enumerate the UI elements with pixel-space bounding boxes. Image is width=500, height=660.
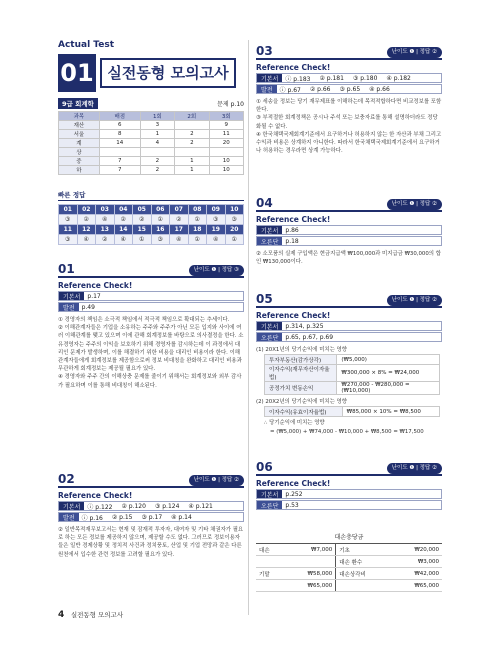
reference-row: 기본서 p.17 — [58, 291, 244, 301]
question-number: 05 — [256, 292, 273, 306]
page-number: 4 — [58, 610, 65, 620]
question-03 — [256, 44, 442, 155]
col-header: 배점 — [99, 112, 140, 121]
question-06 — [256, 460, 442, 510]
reference-row: 오른단 p.53 — [256, 500, 442, 510]
explanation-paragraph: ① 세송을 정보는 당기 재무제표를 이해하는데 목적적합하다면 비교정보를 포함한다. — [256, 99, 442, 114]
table-row: 대손 ₩7,000 기초 ₩20,000 — [256, 544, 442, 556]
result-line: ∴ 당기순익에 미치는 영향 — [264, 420, 325, 427]
quick-answer-section — [58, 190, 244, 245]
kicker: Actual Test — [58, 40, 115, 50]
question-number: 01 — [58, 262, 75, 276]
page-ref: 문제 p.10 — [217, 101, 244, 108]
reference-row: 오른단 p.65, p.67, p.69 — [256, 332, 442, 342]
explanation-paragraph: ① 경영자의 책임은 소극적 책임에서 적극적 책임으로 확대되는 추세이다. — [58, 317, 230, 323]
section-rule — [256, 474, 442, 476]
round-table — [58, 111, 244, 175]
reference-check-title: Reference Check! — [256, 311, 331, 320]
reference-check-title: Reference Check! — [256, 479, 331, 488]
reference-check-title: Reference Check! — [58, 281, 133, 290]
col-header: 1회 — [140, 112, 174, 121]
difficulty-pill: 난이도 ❶ | 정답 ② — [189, 475, 244, 486]
table-row: 이자수익(유효이자율법) ₩85,000 × 10% = ₩8,500 — [265, 407, 440, 417]
calc-table-1 — [264, 354, 440, 395]
round-table-section — [58, 98, 244, 175]
section-rule — [256, 306, 442, 308]
section-rule — [256, 210, 442, 212]
footer — [58, 610, 123, 620]
difficulty-pill: 난이도 ❶ | 정답 ③ — [189, 265, 244, 276]
question-number: 06 — [256, 460, 273, 474]
subheading: (2) 20X2년의 당기순익에 미치는 영향 — [256, 399, 347, 406]
question-number: 03 — [256, 44, 273, 58]
col-header: 2회 — [175, 112, 209, 121]
table-row: 상 — [59, 148, 244, 157]
difficulty-pill: 난이도 ❶ | 정답 ② — [387, 463, 442, 474]
reference-row: 오른단 p.18 — [256, 236, 442, 246]
table-row: ₩65,000 ₩65,000 — [256, 580, 442, 592]
reference-row: 기본서 p.86 — [256, 225, 442, 235]
question-05 — [256, 292, 442, 436]
table-row: 재산 6 3 9 — [59, 121, 244, 130]
t-account — [256, 532, 442, 592]
reference-check-title: Reference Check! — [256, 63, 331, 72]
table-row: 투자부동산(감가상각) (₩5,000) — [265, 355, 440, 365]
difficulty-pill: 난이도 ❶ | 정답 ② — [387, 47, 442, 58]
page-title: 실전동형 모의고사 — [100, 58, 236, 88]
t-account-title: 대손충당금 — [256, 532, 442, 544]
question-number: 02 — [58, 472, 75, 486]
table-row: 이자수익(재무자산이자율법) ₩300,000 × 8% = ₩24,000 — [265, 365, 440, 382]
reference-row: 기본서 p.252 — [256, 489, 442, 499]
reference-row: 기본서 p.314, p.325 — [256, 321, 442, 331]
quick-answer-table: 01 02 03 04 05 06 07 08 09 10 ③ ② ④ ② ② ① ② ① ③ ③ 11 12 13 14 15 16 17 18 19 20 ③ ④ ② ④ ① ③ ④ ① ④ ① — [58, 204, 244, 245]
difficulty-pill: 난이도 ❶ | 정답 ② — [387, 295, 442, 306]
table-row: 중 7 2 1 10 — [59, 157, 244, 166]
question-02 — [58, 472, 244, 559]
explanation-paragraph: ④ 경영자와 주주 간의 이해상충 문제를 줄이기 위해서는 회계정보와 외부 감사가 필요하며 이를 통해 비대칭이 해소된다. — [58, 374, 242, 389]
chapter-number: 01 — [58, 54, 96, 92]
reference-check-title: Reference Check! — [256, 215, 331, 224]
question-04 — [256, 196, 442, 266]
t-account-table — [256, 544, 442, 592]
table-row: 공정가치 변동손익 ₩270,000 - ₩280,000 = (₩10,000) — [265, 382, 440, 395]
col-header: 과목 — [59, 112, 100, 121]
section-rule — [58, 486, 244, 488]
section-rule — [256, 58, 442, 60]
section-rule — [58, 276, 244, 278]
difficulty-pill: 난이도 ❶ | 정답 ② — [387, 199, 442, 210]
footer-title: 실전동형 모의고사 — [70, 611, 124, 619]
quick-label: 빠른 정답 — [58, 190, 244, 201]
reference-row: 기본서 ⓘ p.122 ② p.120 ③ p.124 ④ p.121 — [58, 501, 244, 511]
explanation-paragraph: ② 소모품의 실제 구입액은 현금지급액 ₩100,000과 미지급금 ₩30,000의 합인 ₩130,000이다. — [256, 251, 441, 266]
explanation-paragraph: ② 일반목적재무보고서는 현재 및 잠재적 투자자, 대여자 및 기타 채권자가 필요로 하는 모든 정보를 제공하지 않으며, 제공할 수도 없다. 그러므로 정보이용자들은 일반 경제상황 및 정치적 사건과 정치풍토, 산업 및 기업 전망과 같은 다른 원천에서 입수한 관련 정보를 고려할 필요가 있다. — [58, 527, 244, 558]
explanation-paragraph: ④ 한국채택국제회계기준에서 요구하거나 허용하지 않는 한 자산과 부채 그리고 수익과 비용은 상계하지 아니한다. 따라서 한국채택국제회계기준에서 요구하거나 허용하는 경우라면 상계 가능하다. — [256, 131, 442, 155]
question-number: 04 — [256, 196, 273, 210]
reference-row: 발전 ⓘ p.67 ② p.66 ③ p.65 ④ p.66 — [256, 84, 442, 94]
table-row: 계 14 4 2 20 — [59, 139, 244, 148]
column-divider — [248, 40, 249, 615]
reference-row: 발전 ⓘ p.16 ② p.15 ③ p.17 ④ p.14 — [58, 512, 244, 522]
reference-check-title: Reference Check! — [58, 491, 133, 500]
explanation-paragraph: ② 이해관계자들은 기업을 소유하는 주주와 주주가 아닌 모든 입지와 사이에 여러 이해관계를 맺고 있으며 이에 관해 회계정보를 바탕으로 의사결정을 한다. 소유경영자는 주주의 이익을 보호하기 위해 경영자를 감시하는데 이 과정에서 대리인 문제가 발생하며, 이를 해결하기 위한 비용을 대리인 비용이라 한다. 이해관계자들에게 회계정보를 제공함으로써 정보 비대칭을 완화하고 대리인 비용과 무관하게 회계정보는 제공될 필요가 있다. — [58, 325, 244, 373]
table-row: 기말 ₩58,000 대손상각비 ₩42,000 — [256, 568, 442, 580]
reference-row: 발전 p.49 — [58, 302, 244, 312]
explanation-paragraph: ③ 부적절한 회계정책은 공시나 주석 또는 보충자료를 통해 설명하더라도 정당화될 수 없다. — [256, 115, 438, 130]
table-row: 서울 8 1 2 11 — [59, 130, 244, 139]
table-row: 하 7 2 1 10 — [59, 166, 244, 175]
subheading: (1) 20X1년의 당기순익에 미치는 영향 — [256, 347, 347, 353]
round-label: 9급 회계학 — [58, 98, 98, 109]
col-header: 3회 — [209, 112, 243, 121]
question-01 — [58, 262, 244, 390]
reference-row: 기본서 ⓘ p.183 ② p.181 ③ p.180 ④ p.182 — [256, 73, 442, 83]
calc-table-2 — [264, 406, 440, 417]
table-row: 대손 환수 ₩3,000 — [256, 556, 442, 568]
result-line: = (₩5,000) + ₩74,000 - ₩10,000 + ₩8,500 = ₩17,500 — [270, 428, 424, 435]
